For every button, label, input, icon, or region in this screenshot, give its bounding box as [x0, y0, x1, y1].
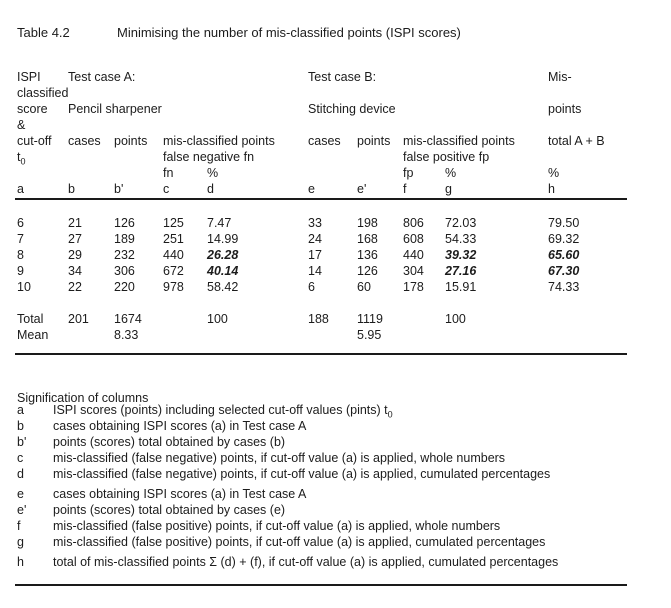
signification-row	[0, 487, 671, 503]
table-cell: 100	[207, 312, 228, 326]
table-cell: 306	[114, 264, 135, 278]
table-cell: 54.33	[445, 232, 477, 246]
table-cell: 29	[68, 248, 82, 262]
signification-key: d	[17, 467, 24, 481]
signification-row	[0, 451, 671, 467]
table-cell: 126	[357, 264, 378, 278]
header-score: score	[17, 102, 48, 116]
table-cell: 5.95	[357, 328, 382, 342]
table-cell: 40.14	[207, 264, 239, 278]
b-misclassified-header: mis-classified points	[403, 134, 515, 148]
header-line-7	[0, 166, 671, 182]
column-letter: e'	[357, 182, 367, 196]
signification-desc: cases obtaining ISPI scores (a) in Test case A	[53, 419, 307, 433]
table-cell: 58.42	[207, 280, 239, 294]
signification-row	[0, 535, 671, 551]
header-ampersand: &	[17, 118, 26, 132]
table-cell: 60	[357, 280, 371, 294]
signification-desc: cases obtaining ISPI scores (a) in Test case A	[53, 487, 307, 501]
table-cell: 251	[163, 232, 184, 246]
a-cases-header: cases	[68, 134, 101, 148]
signification-desc: points (scores) total obtained by cases (e)	[53, 503, 286, 517]
table-cell: 9	[17, 264, 24, 278]
table-cell: 10	[17, 280, 31, 294]
table-cell: 6	[17, 216, 24, 230]
column-letter: b'	[114, 182, 124, 196]
table-row	[0, 264, 671, 280]
signification-key: c	[17, 451, 24, 465]
table-cell: 198	[357, 216, 378, 230]
signification-desc: points (scores) total obtained by cases (b)	[53, 435, 286, 449]
table-cell: 14.99	[207, 232, 239, 246]
signification-row	[0, 555, 671, 571]
testcase-a-device: Pencil sharpener	[68, 102, 162, 116]
a-misclassified-header: mis-classified points	[163, 134, 275, 148]
signification-key: e	[17, 487, 24, 501]
testcase-a-label: Test case A:	[68, 70, 136, 84]
table-cell: 26.28	[207, 248, 239, 262]
table-cell: 232	[114, 248, 135, 262]
table-row	[0, 312, 671, 328]
signification-key: b	[17, 419, 24, 433]
table-cell: 220	[114, 280, 135, 294]
column-letter: c	[163, 182, 170, 196]
table-cell: 27	[68, 232, 82, 246]
table-cell: 440	[163, 248, 184, 262]
signification-heading: Signification of columns	[17, 391, 149, 405]
header-classified: classified	[17, 86, 69, 100]
table-cell: 672	[163, 264, 184, 278]
table-totals	[0, 312, 671, 344]
signification-row	[0, 519, 671, 535]
header-line-1	[0, 70, 671, 86]
header-rule	[15, 198, 627, 200]
false-negative-header: false negative fn	[163, 150, 255, 164]
table-row	[0, 328, 671, 344]
table-cell: 34	[68, 264, 82, 278]
header-line-4	[0, 118, 671, 134]
fp-percent-header: %	[445, 166, 457, 180]
signification-desc: mis-classified (false positive) points, if cut-off value (a) is applied, whole numbers	[53, 519, 501, 533]
total-percent-header: %	[548, 166, 560, 180]
table-cell: 27.16	[445, 264, 477, 278]
column-letters-row	[0, 182, 671, 198]
table-cell: 69.32	[548, 232, 580, 246]
header-line-2	[0, 86, 671, 102]
testcase-b-device: Stitching device	[308, 102, 396, 116]
table-row	[0, 248, 671, 264]
signification-key: a	[17, 403, 24, 417]
signification-desc: total of mis-classified points Σ (d) + (f), if cut-off value (a) is applied, cumulated percentages	[53, 555, 559, 569]
table-cell: 1119	[357, 312, 383, 326]
table-cell: 136	[357, 248, 378, 262]
table-cell: 100	[445, 312, 466, 326]
fp-header: fp	[403, 166, 414, 180]
mis-col-points: points	[548, 102, 582, 116]
table-cell: 440	[403, 248, 424, 262]
header-ispi: ISPI	[17, 70, 41, 84]
column-letter: f	[403, 182, 407, 196]
table-cell: 608	[403, 232, 424, 246]
table-cell: 33	[308, 216, 322, 230]
table-cell: 168	[357, 232, 378, 246]
table-cell: 21	[68, 216, 82, 230]
signification-desc: mis-classified (false negative) points, if cut-off value (a) is applied, whole numbers	[53, 451, 506, 465]
table-cell: 125	[163, 216, 184, 230]
signification-group-a-d	[0, 403, 671, 483]
table-cell: 806	[403, 216, 424, 230]
bottom-rule	[15, 584, 627, 586]
signification-row	[0, 467, 671, 483]
table-cell: 7.47	[207, 216, 232, 230]
header-cutoff: cut-off	[17, 134, 52, 148]
signification-key: f	[17, 519, 21, 533]
fn-percent-header: %	[207, 166, 219, 180]
t-subscript: 0	[20, 156, 26, 167]
table-title	[0, 25, 671, 41]
signification-key: e'	[17, 503, 27, 517]
total-a-b-header: total A + B	[548, 134, 605, 148]
table-number: Table 4.2	[17, 25, 70, 40]
cutoff-t0-symbol	[17, 150, 26, 167]
t-base: t	[17, 150, 21, 164]
signification-group-e-g	[0, 487, 671, 551]
signification-row	[0, 435, 671, 451]
false-positive-header: false positive fp	[403, 150, 490, 164]
signification-key: g	[17, 535, 24, 549]
table-cell: Mean	[17, 328, 49, 342]
mis-col-label: Mis-	[548, 70, 572, 84]
header-line-3	[0, 102, 671, 118]
table-cell: 65.60	[548, 248, 580, 262]
a-points-header: points	[114, 134, 148, 148]
signification-desc: mis-classified (false negative) points, if cut-off value (a) is applied, cumulated percentages	[53, 467, 551, 481]
table-cell: 201	[68, 312, 89, 326]
signification-desc: ISPI scores (points) including selected cut-off values (pints) $t_0$	[53, 403, 393, 420]
table-row	[0, 216, 671, 232]
table-row	[0, 232, 671, 248]
testcase-b-label: Test case B:	[308, 70, 377, 84]
signification-key: h	[17, 555, 24, 569]
table-cell: 17	[308, 248, 322, 262]
table-cell: 74.33	[548, 280, 580, 294]
fn-header: fn	[163, 166, 174, 180]
table-body	[0, 216, 671, 296]
table-cell: 22	[68, 280, 82, 294]
b-cases-header: cases	[308, 134, 341, 148]
table-cell: 72.03	[445, 216, 477, 230]
table-cell: 978	[163, 280, 184, 294]
column-letter: h	[548, 182, 555, 196]
table-cell: 8	[17, 248, 24, 262]
column-letter: g	[445, 182, 452, 196]
table-cell: 1674	[114, 312, 142, 326]
table-cell: 15.91	[445, 280, 477, 294]
table-cell: 14	[308, 264, 322, 278]
header-line-6	[0, 150, 671, 166]
table-cell: 6	[308, 280, 315, 294]
table-cell: 188	[308, 312, 329, 326]
header-line-5	[0, 134, 671, 150]
table-cell: 39.32	[445, 248, 477, 262]
signification-row	[0, 503, 671, 519]
table-row	[0, 280, 671, 296]
table-header	[0, 70, 671, 198]
table-cell: 24	[308, 232, 322, 246]
table-caption: Minimising the number of mis-classified points (ISPI scores)	[117, 25, 461, 40]
table-cell: 79.50	[548, 216, 580, 230]
table-cell: 189	[114, 232, 135, 246]
column-letter: b	[68, 182, 75, 196]
signification-key: b'	[17, 435, 27, 449]
column-letter: e	[308, 182, 315, 196]
column-letter: d	[207, 182, 214, 196]
subscript: 0	[387, 409, 393, 420]
totals-rule	[15, 353, 627, 355]
table-cell: 67.30	[548, 264, 580, 278]
table-cell: 178	[403, 280, 424, 294]
table-cell: 7	[17, 232, 24, 246]
table-cell: 304	[403, 264, 424, 278]
table-cell: 8.33	[114, 328, 139, 342]
signification-group-h	[0, 555, 671, 571]
signification-row	[0, 419, 671, 435]
signification-row	[0, 403, 671, 419]
table-cell: Total	[17, 312, 44, 326]
table-cell: 126	[114, 216, 135, 230]
b-points-header: points	[357, 134, 391, 148]
column-letter: a	[17, 182, 24, 196]
signification-desc: mis-classified (false positive) points, if cut-off value (a) is applied, cumulated percentages	[53, 535, 546, 549]
